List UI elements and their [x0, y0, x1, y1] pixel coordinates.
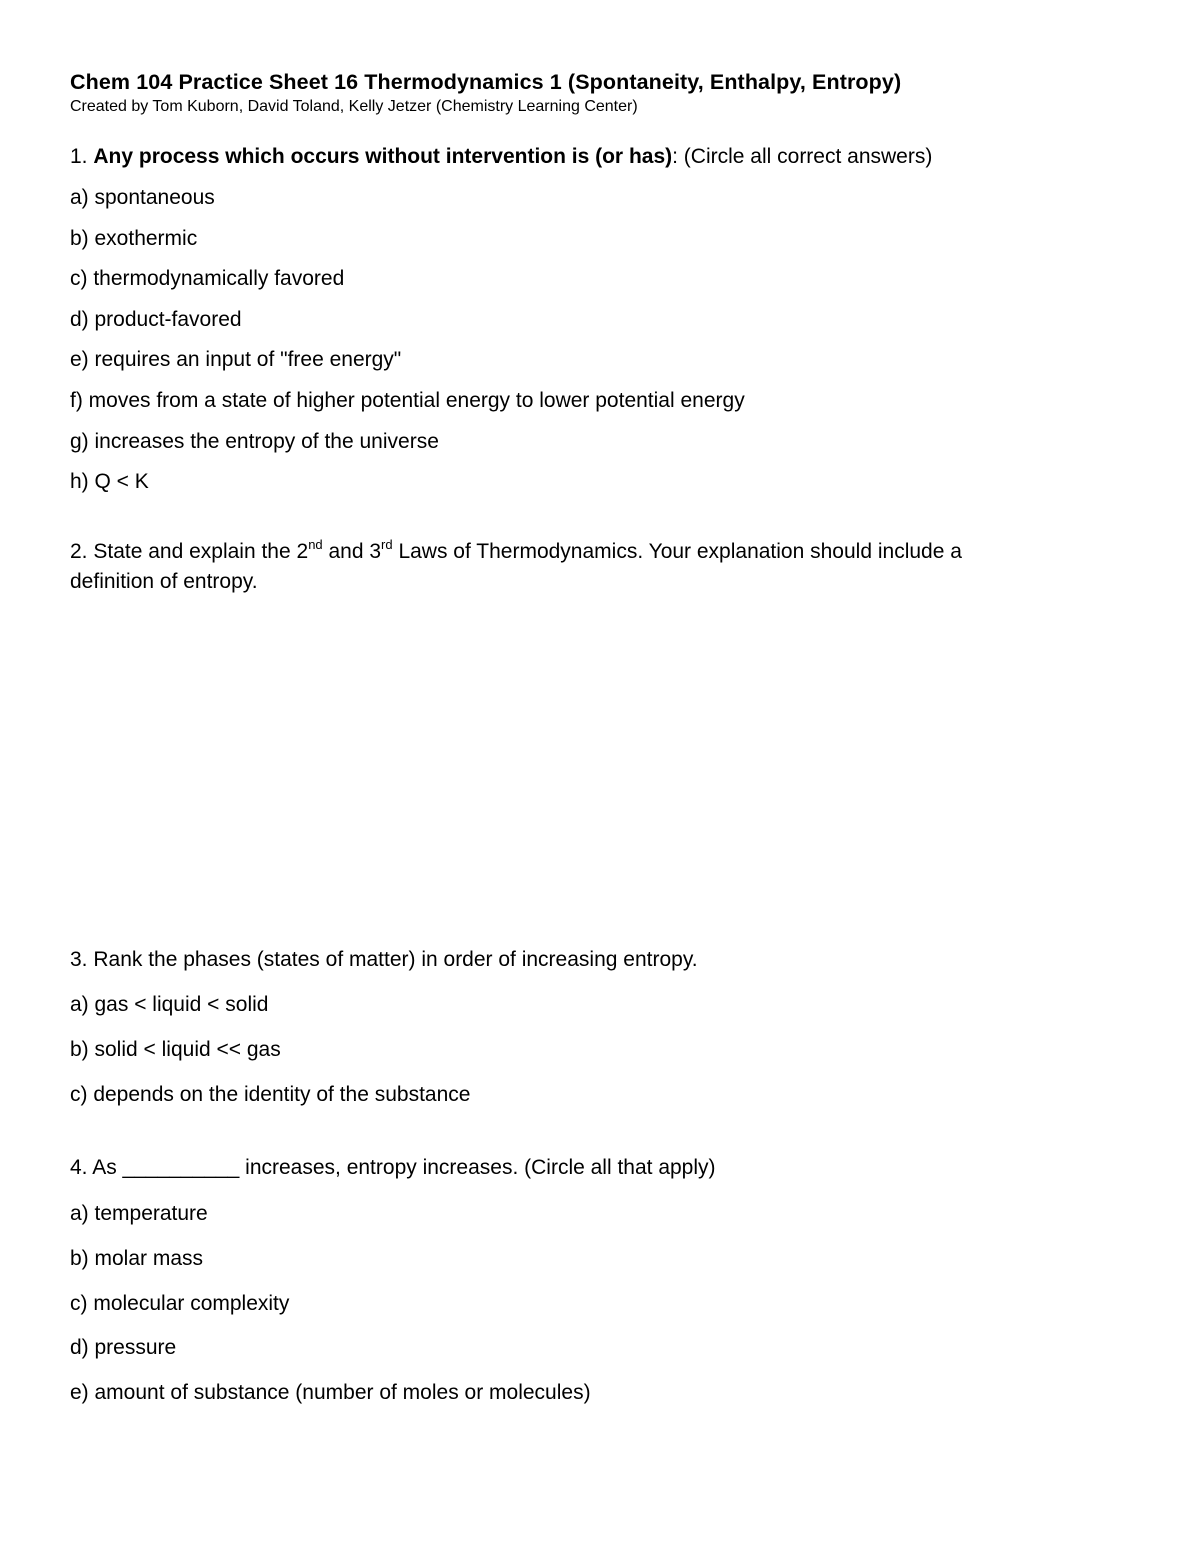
- question-4-option: a) temperature: [70, 1202, 208, 1225]
- credit-line: Created by Tom Kuborn, David Toland, Kelly Jetzer (Chemistry Learning Center): [70, 98, 638, 115]
- question-1-bold-text: Any process which occurs without intervention is (or has): [93, 145, 673, 168]
- question-3-option: b) solid < liquid << gas: [70, 1038, 281, 1061]
- question-1-option: c) thermodynamically favored: [70, 267, 345, 290]
- question-4-option: d) pressure: [70, 1336, 177, 1359]
- question-2-text-part: Laws of Thermodynamics. Your explanation should include a: [392, 540, 962, 563]
- question-2-superscript: nd: [308, 537, 323, 552]
- question-2-text-part: and 3: [322, 540, 382, 563]
- question-2-superscript: rd: [381, 537, 393, 552]
- question-1-option: e) requires an input of "free energy": [70, 348, 402, 371]
- question-1-option: g) increases the entropy of the universe: [70, 430, 439, 453]
- page-title: Chem 104 Practice Sheet 16 Thermodynamics 1 (Spontaneity, Enthalpy, Entropy): [70, 70, 902, 94]
- question-2-prompt-continued: definition of entropy.: [70, 570, 258, 593]
- question-4-prompt: 4. As __________ increases, entropy increases. (Circle all that apply): [70, 1156, 716, 1179]
- question-1-number: 1.: [70, 145, 94, 168]
- question-1-prompt: [70, 145, 932, 169]
- question-1-option: h) Q < K: [70, 470, 149, 493]
- question-1-option: d) product-favored: [70, 308, 242, 331]
- question-3-prompt: 3. Rank the phases (states of matter) in order of increasing entropy.: [70, 948, 698, 971]
- question-1-option: f) moves from a state of higher potential energy to lower potential energy: [70, 389, 745, 412]
- question-4-option: e) amount of substance (number of moles or molecules): [70, 1381, 591, 1404]
- question-2-text-part: 2. State and explain the 2: [70, 540, 309, 563]
- question-1-option: b) exothermic: [70, 227, 198, 250]
- question-3-option: a) gas < liquid < solid: [70, 993, 269, 1016]
- question-2-prompt: [70, 537, 962, 564]
- question-3-option: c) depends on the identity of the substance: [70, 1083, 471, 1106]
- question-4-option: c) molecular complexity: [70, 1292, 290, 1315]
- question-1-instruction: : (Circle all correct answers): [672, 145, 933, 168]
- question-1-option: a) spontaneous: [70, 186, 215, 209]
- question-4-option: b) molar mass: [70, 1247, 204, 1270]
